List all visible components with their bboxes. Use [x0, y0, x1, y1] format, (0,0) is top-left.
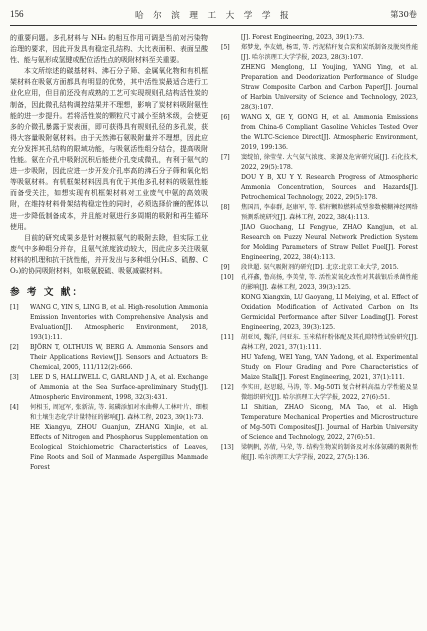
reference-text: 胡亚凤, 魏洋, 闫亚东. 玉米秸秆粉体配及其孔隙特性试验研究[J]. 森林工程, 2021, 37(1):111. — [241, 334, 418, 351]
body-paragraph-3: 目前的研究成果多是针对模拟氨气的吸附去除，但实际工业废气中多种组分并存，且氨气浓度波动较大，因此应多关注吸氨材料的机理和抗干扰性能，并开发出与多种组分(H₂S、硫醇、CO₂)的协同吸附材料，如吸氨脱硫、吸氨减碳材料。 — [10, 233, 208, 275]
reference-text: WANG X, GE Y, GONG H, et al. Ammonia Emissions from China-6 Compliant Gasoline Vehicles Tested Over the WLTC-Science Direct[J]. Atmospheric Environment, 2019, 199:136. — [241, 114, 418, 151]
reference-number — [10, 423, 30, 473]
reference-translation: DOU Y B, XU Y Y. Research Progress of Atmospheric Ammonia Concentration, Sources and Hazards[J]. Petrochemical Technology, 2022, 29(5):178. — [241, 174, 418, 201]
reference-number: [8] — [221, 204, 230, 211]
reference-number: [2] — [10, 344, 19, 352]
reference-number: [4] — [10, 404, 19, 412]
reference-text: 何相玉, 周冠军, 张新洁, 等. 氮磷添加对水曲柳人工林叶片、细根和土壤生态化学计量特征的影响[J]. 森林工程, 2023, 39(1):73. — [30, 404, 208, 422]
journal-title: 哈 尔 滨 理 工 大 学 学 报 — [135, 11, 292, 21]
left-column — [10, 33, 208, 473]
reference-translation: LI Shitian, ZHAO Sicong, MA Tao, et al. High Temperature Mechanical Properties and Microstructure of Mg-50Ti Composites[J]. Journal of Harbin University of Science and Technology, 2022, 27(6):51. — [241, 404, 418, 441]
page-number: 156 — [10, 9, 24, 19]
reference-number: [6] — [221, 114, 230, 121]
right-column — [221, 33, 418, 463]
reference-text: 郑梦龙, 李友婧, 杨雪, 等. 污泥秸秆复合炭和炭纸制备及脱臭性能[J]. 哈尔滨理工大学学报, 2023, 28(3):107. — [241, 44, 418, 61]
reference-item — [221, 263, 418, 273]
volume-label: 第30卷 — [390, 9, 417, 19]
reference-translation: HU Yafeng, WEI Yang, YAN Yadong, et al. Experimental Study on Flour Grading and Pore Characteristics of Maize Stalk[J]. Forest Engineering, 2021, 37(1):111. — [241, 354, 418, 381]
reference-number: [11] — [221, 334, 234, 341]
reference-number: [7] — [221, 154, 230, 161]
reference-translation: ZHENG Menglong, LI Youjing, YANG Ying, et al. Preparation and Deodorization Performance of Sludge Straw Composite Carbon and Carbon Paper[J]. Journal of Harbin University of Science and Technology, 2023, 28(3):107. — [241, 64, 418, 111]
reference-number: [1] — [10, 304, 19, 312]
reference-item — [221, 443, 418, 463]
reference-number: [5] — [221, 44, 230, 51]
reference-item — [221, 333, 418, 353]
reference-number: [12] — [221, 384, 234, 391]
reference-item — [10, 343, 208, 373]
reference-text: LEE D S, HALLIWELL C, GARLAND J A, et al. Exchange of Ammonia at the Sea Surface-apreliminary Study[J]. Atmospheric Environment, 1998, 32(3):431. — [30, 374, 208, 402]
reference-number: [13] — [221, 444, 234, 451]
reference-number: [9] — [221, 264, 230, 271]
reference-item — [221, 383, 418, 403]
running-header — [10, 8, 417, 26]
reference-item — [221, 153, 418, 173]
reference-item — [221, 203, 418, 223]
reference-translation: KONG Xiangxin, LU Gaoyang, LI Meiying, et al. Effect of Oxidation Modification of Activated Carbon on Its Germicidal Performance after Silver Loading[J]. Forest Engineering, 2023, 39(3):125. — [241, 294, 418, 331]
reference-item — [10, 303, 208, 343]
reference-text: WANG C, YIN S, LING B, et al. High-resolution Ammonia Emission Inventories with Comprehensive Analysis and Evaluation[J]. Atmospheric Environment, 2018, 193(1):11. — [30, 304, 208, 342]
reference-text: 窦绽铂, 徐莹莹. 大气氨气浓度、来源及危害研究展[J]. 石化技术, 2022, 29(5):178. — [241, 154, 418, 171]
reference-continuation: [J]. Forest Engineering, 2023, 39(1):73. — [241, 34, 365, 41]
reference-item — [10, 403, 208, 423]
reference-text: BJÖRN T, OLTHUIS W, BERG A. Ammonia Sensors and Their Applications Review[J]. Sensors and Actuators B: Chemical, 2005, 111/112(2):666. — [30, 344, 208, 372]
reference-text: 段世超. 氨气吸附剂的研究[D]. 北京:北京工业大学, 2015. — [241, 264, 399, 271]
reference-item-translation — [10, 423, 208, 473]
reference-item — [10, 373, 208, 403]
reference-item — [221, 43, 418, 63]
reference-text: 李实田, 赵思聪, 马涛, 等. Mg-50Ti 复合材料高温力学性能及显微组织研究[J]. 哈尔滨理工大学学报, 2022, 27(6):51. — [241, 384, 418, 401]
body-paragraph-1: 的重要问题。多孔材料与 NH₃ 的相互作用可调是当前对污染物治理的要求，因此开发具有稳定孔结构、大比表面积、表面呈酸性、能与氨形成氢键或配位活性点的吸附材料至关重要。 — [10, 34, 208, 65]
reference-item — [221, 273, 418, 293]
reference-number: [3] — [10, 374, 19, 382]
reference-item — [221, 113, 418, 153]
reference-text: HE Xiangyu, ZHOU Guanjun, ZHANG Xinjie, et al. Effects of Nitrogen and Phosphorus Supplementation on Ecological Stoichiometric Characteristics of Leaves, Fine Roots and Soil of Manmade Aspergillus Manmade Forest — [30, 424, 208, 472]
reference-text: 孔祥鑫, 鲁高扬, 李美莹, 等. 活性炭氧化改性对其载银后杀菌性能的影响[J]. 森林工程, 2023, 39(3):125. — [241, 274, 418, 291]
reference-translation: JIAO Guochang, LI Fengyue, ZHAO Kangjun, et al. Research on Fuzzy Neural Network Prediction System for Molding Parameters of Straw Pellet Fuel[J]. Forest Engineering, 2022, 38(4):113. — [241, 224, 418, 261]
reference-number: [10] — [221, 274, 234, 281]
references-heading: 参 考 文 献： — [10, 287, 84, 299]
reference-text: 焦国昌, 李泰群, 赵康军, 等. 秸秆颗粒燃料成型参数模糊神经网络预测系统研究[J]. 森林工程, 2022, 38(4):113. — [241, 204, 418, 221]
reference-text: 梁帆帆, 苏倩, 马荣, 等. 结构生物炭的制备及对水体氨磷的吸附性能[J]. 哈尔滨理工大学学报, 2022, 27(5):136. — [241, 444, 418, 461]
body-paragraph-2: 本文所综述的碳基材料、沸石分子筛、金属氧化物和有机框架材料在吸氨方面都具有明显的优势，其中活性炭最适合进行工业化应用，但目前还没有成熟的工艺可实现规则孔结构活性炭的制备，因此微孔结构调控结果并不理想，影响了炭材料吸附氨性能的进一步提升。若将活性炭的颗粒尺寸减小至纳米级，会使更多的介微孔暴露于炭表面，即可获得具有规则孔径的多孔炭，获得大容量吸附氨材料。由于天然沸石氨吸附量并不理想，因此应充分发挥其孔结构的限域功能，与吸氨活性组分结合，提高吸附性能。氨在介孔中吸附沉积后能使介孔变成微孔，有利于氨气的进一步吸附，因此应进一步开发介孔率高的沸石分子筛和氧化铝等吸氨材料。有机框架材料因具有优于其他多孔材料的吸氨性能而备受关注，如想实现有机框架材料对工业废气中氨的高效吸附，在维持材料骨架结构稳定性的同时，必须选择价廉的配体以进一步降低制备成本，并且能对氨进行多周期的吸附和再生循环使用。 — [10, 67, 208, 231]
